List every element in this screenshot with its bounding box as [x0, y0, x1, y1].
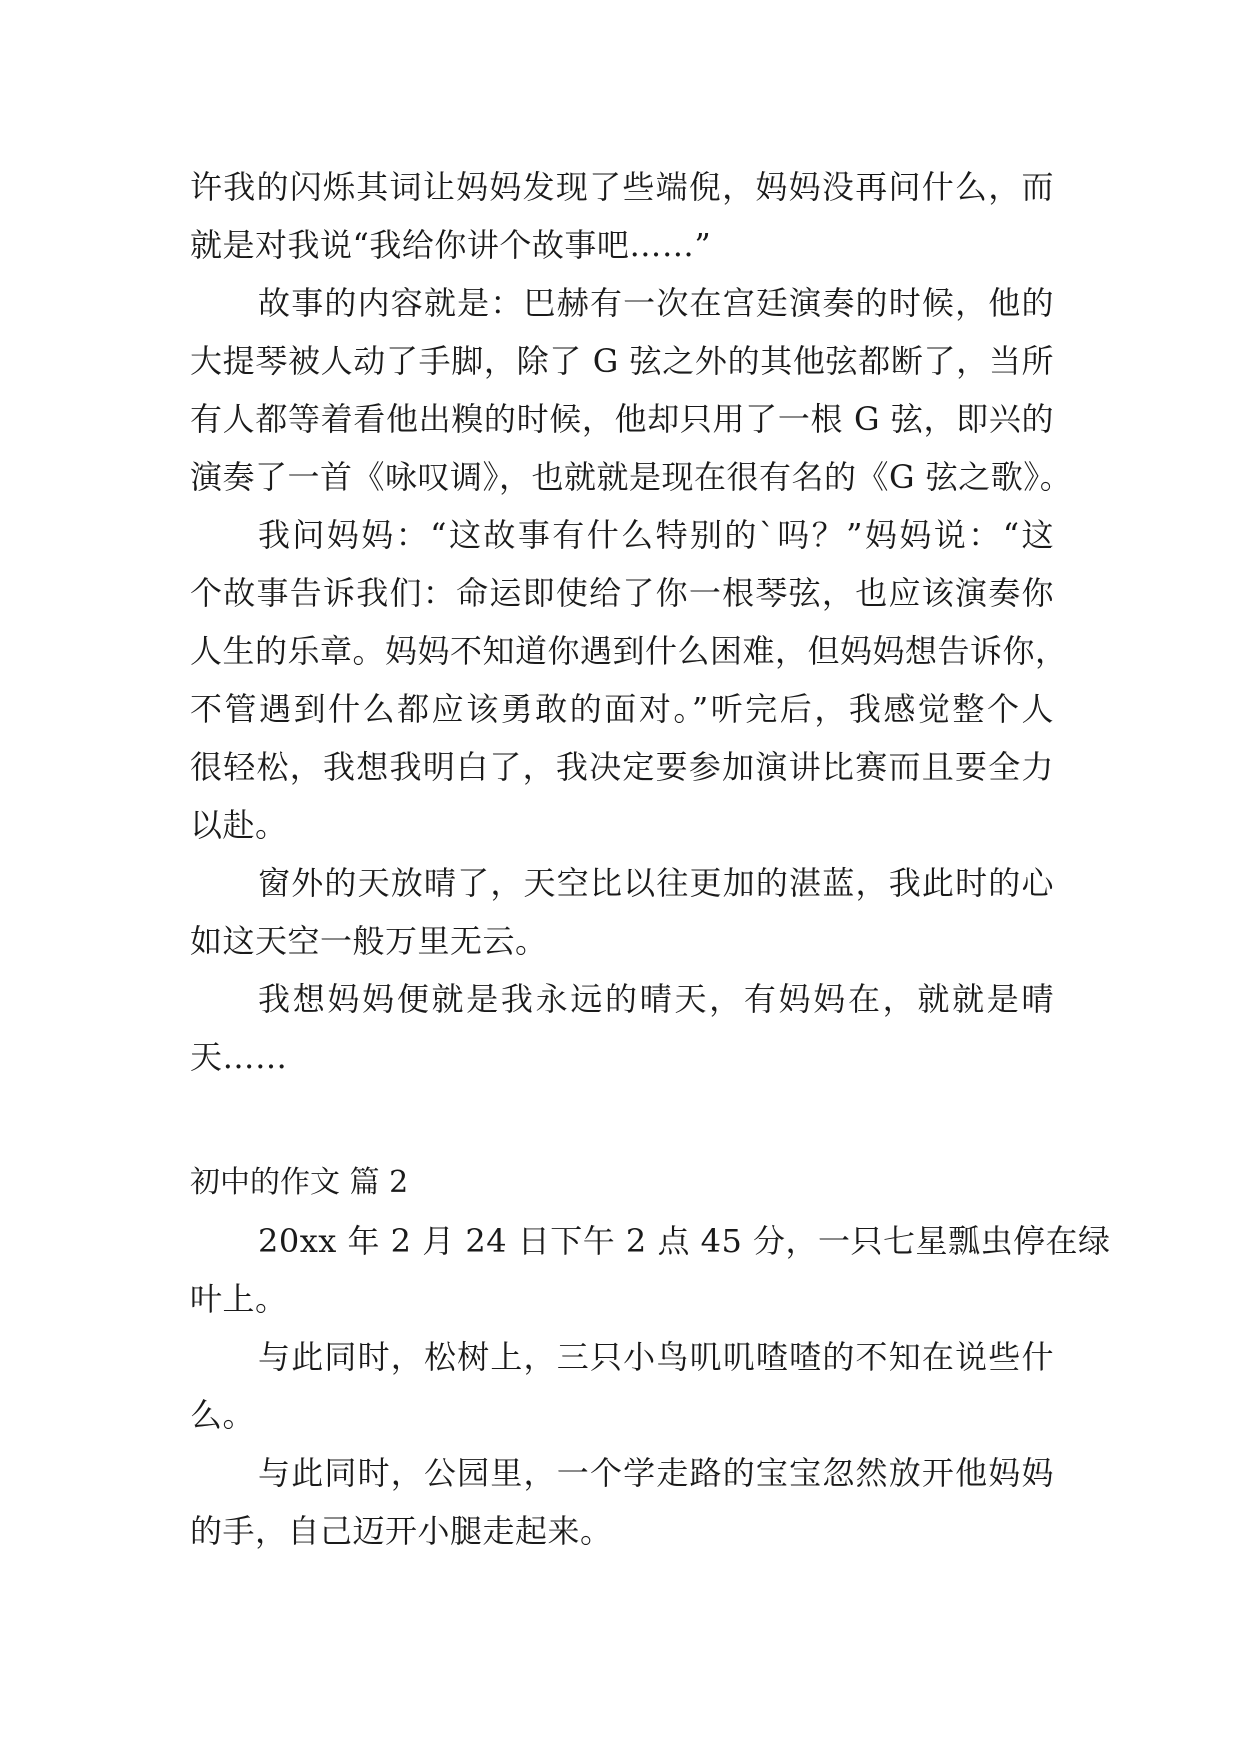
text-line: 以赴。	[190, 806, 288, 844]
text-line: 就是对我说“我给你讲个故事吧……”	[190, 226, 712, 264]
text-line: 与此同时，公园里，一个学走路的宝宝忽然放开他妈妈	[258, 1454, 1054, 1492]
text-line: 很轻松，我想我明白了，我决定要参加演讲比赛而且要全力	[190, 748, 1054, 786]
section-heading: 初中的作文 篇 2	[190, 1165, 409, 1200]
text-line: 窗外的天放晴了，天空比以往更加的湛蓝，我此时的心	[258, 864, 1054, 902]
text-line: 天……	[190, 1038, 288, 1076]
text-line: 个故事告诉我们：命运即使给了你一根琴弦，也应该演奏你	[190, 574, 1054, 612]
text-line: 有人都等着看他出糗的时候，他却只用了一根 G 弦，即兴的	[190, 400, 1054, 438]
text-line: 不管遇到什么都应该勇敢的面对。”听完后，我感觉整个人	[190, 690, 1054, 728]
text-line: 故事的内容就是：巴赫有一次在宫廷演奏的时候，他的	[258, 284, 1054, 322]
text-line: 与此同时，松树上，三只小鸟叽叽喳喳的不知在说些什	[258, 1338, 1054, 1376]
text-line: 的手，自己迈开小腿走起来。	[190, 1512, 613, 1550]
text-line: 我问妈妈：“这故事有什么特别的`吗？”妈妈说：“这	[258, 516, 1054, 554]
text-line: 叶上。	[190, 1280, 288, 1318]
text-line: 演奏了一首《咏叹调》，也就就是现在很有名的《G 弦之歌》。	[190, 458, 1073, 496]
essay-body-part-2	[190, 1212, 1111, 1560]
text-line: 我想妈妈便就是我永远的晴天，有妈妈在，就就是晴	[258, 980, 1054, 1018]
essay-body-part-1	[190, 158, 1073, 1086]
section-gap	[190, 1086, 1054, 1154]
text-line: 如这天空一般万里无云。	[190, 922, 548, 960]
document-page	[190, 158, 1111, 1560]
text-line: 许我的闪烁其词让妈妈发现了些端倪，妈妈没再问什么，而	[190, 168, 1054, 206]
text-line: 么。	[190, 1396, 256, 1434]
text-line: 大提琴被人动了手脚，除了 G 弦之外的其他弦都断了，当所	[190, 342, 1054, 380]
text-line: 人生的乐章。妈妈不知道你遇到什么困难，但妈妈想告诉你，	[190, 632, 1068, 670]
text-line: 20xx 年 2 月 24 日下午 2 点 45 分，一只七星瓢虫停在绿	[258, 1222, 1111, 1260]
